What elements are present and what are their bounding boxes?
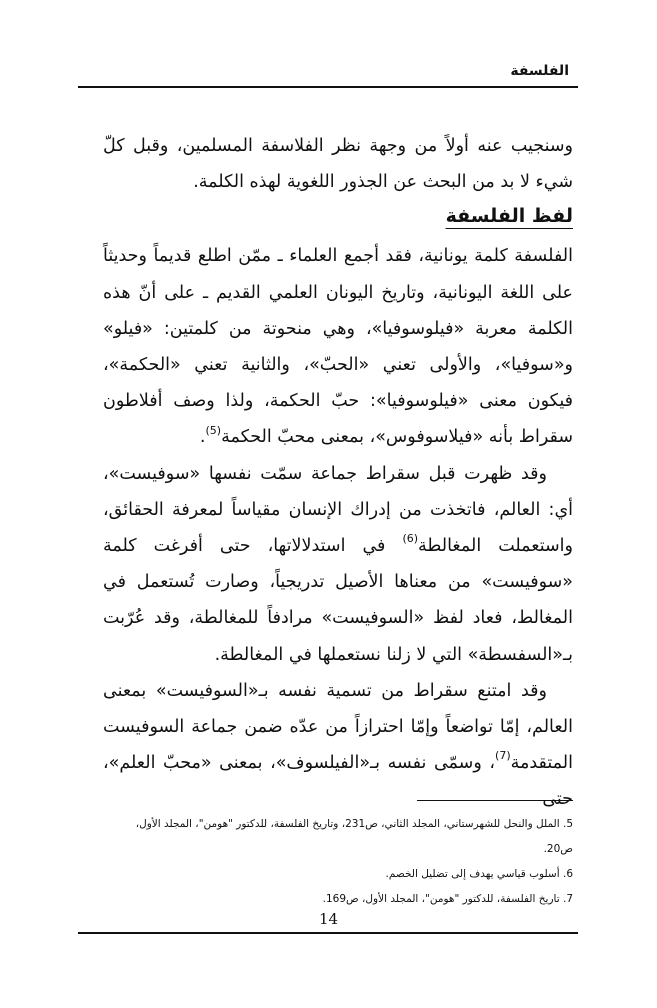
- main-text: [103, 128, 573, 818]
- paragraph-2: [103, 456, 573, 673]
- footer-rule: [78, 932, 578, 934]
- paragraph-2-text-b: في استدلالاتها، حتى أفرغت كلمة «سوفيست» من معناها الأصيل تدريجياً، وصارت تُستعمل في المغالط، فعاد لفظ «السوفيست» مرادفاً للمغالطة، وقد عُرّبت بـ«السفسطة» التي لا زلنا نستعملها في المغالطة.: [103, 536, 573, 665]
- running-header: الفلسفة: [510, 63, 569, 79]
- paragraph-3-text-b: ، وسمّى نفسه بـ«الفيلسوف»، بمعنى «محبّ العلم»، حتى: [103, 753, 573, 810]
- footnote-7: 7. تاريخ الفلسفة، للدكتور "هومن"، المجلد الأول، ص169.: [322, 893, 573, 905]
- paragraph-3: [103, 673, 573, 818]
- footnote-ref-6: (6): [402, 532, 419, 546]
- footnote-rule: [417, 800, 573, 801]
- footnote-5: 5. الملل والنحل للشهرستاني، المجلد الثاني، ص231، وتاريخ الفلسفة، للدكتور "هومن"، المجلد الأول، ص20.: [135, 818, 573, 855]
- section-title: لفظ الفلسفة: [445, 205, 573, 228]
- paragraph-3-text-a: وقد امتنع سقراط من تسمية نفسه بـ«السوفيست» بمعنى العالم، إمّا تواضعاً وإمّا احترازاً من عدّه ضمن جماعة السوفيست المتقدمة: [103, 680, 573, 774]
- header-rule: [78, 86, 578, 88]
- page-number: 14: [318, 910, 339, 928]
- intro-paragraph: وسنجيب عنه أولاً من وجهة نظر الفلاسفة المسلمين، وقبل كلّ شيء لا بد من البحث عن الجذور اللغوية لهذه الكلمة.: [103, 136, 573, 193]
- paragraph-1-end: .: [199, 427, 206, 448]
- footnote-ref-5: (5): [205, 423, 222, 437]
- footnote-ref-7: (7): [495, 749, 511, 763]
- footnote-6: 6. أسلوب قياسي يهدف إلى تضليل الخصم.: [385, 868, 573, 880]
- footnotes: [103, 812, 573, 912]
- paragraph-1: [103, 238, 573, 455]
- paragraph-2-text-a: وقد ظهرت قبل سقراط جماعة سمّت نفسها «سوفيست»، أي: العالم، فاتخذت من إدراك الإنسان مقياساً لمعرفة الحقائق، واستعملت المغالطة: [103, 463, 573, 557]
- paragraph-1-text: الفلسفة كلمة يونانية، فقد أجمع العلماء ـ ممّن اطلع قديماً وحديثاً على اللغة اليونانية، وتاريخ اليونان العلمي القديم ـ على أنّ هذه الكلمة معربة «فيلوسوفيا»، وهي منحوتة من كلمتين: «فيلو» و«سوفيا»، والأولى تعني «الحبّ»، والثانية تعني «الحكمة»، فيكون معنى «فيلوسوفيا»: حبّ الحكمة، ولذا وصف أفلاطون سقراط بأنه «فيلاسوفوس»، بمعنى محبّ الحكمة: [103, 246, 573, 448]
